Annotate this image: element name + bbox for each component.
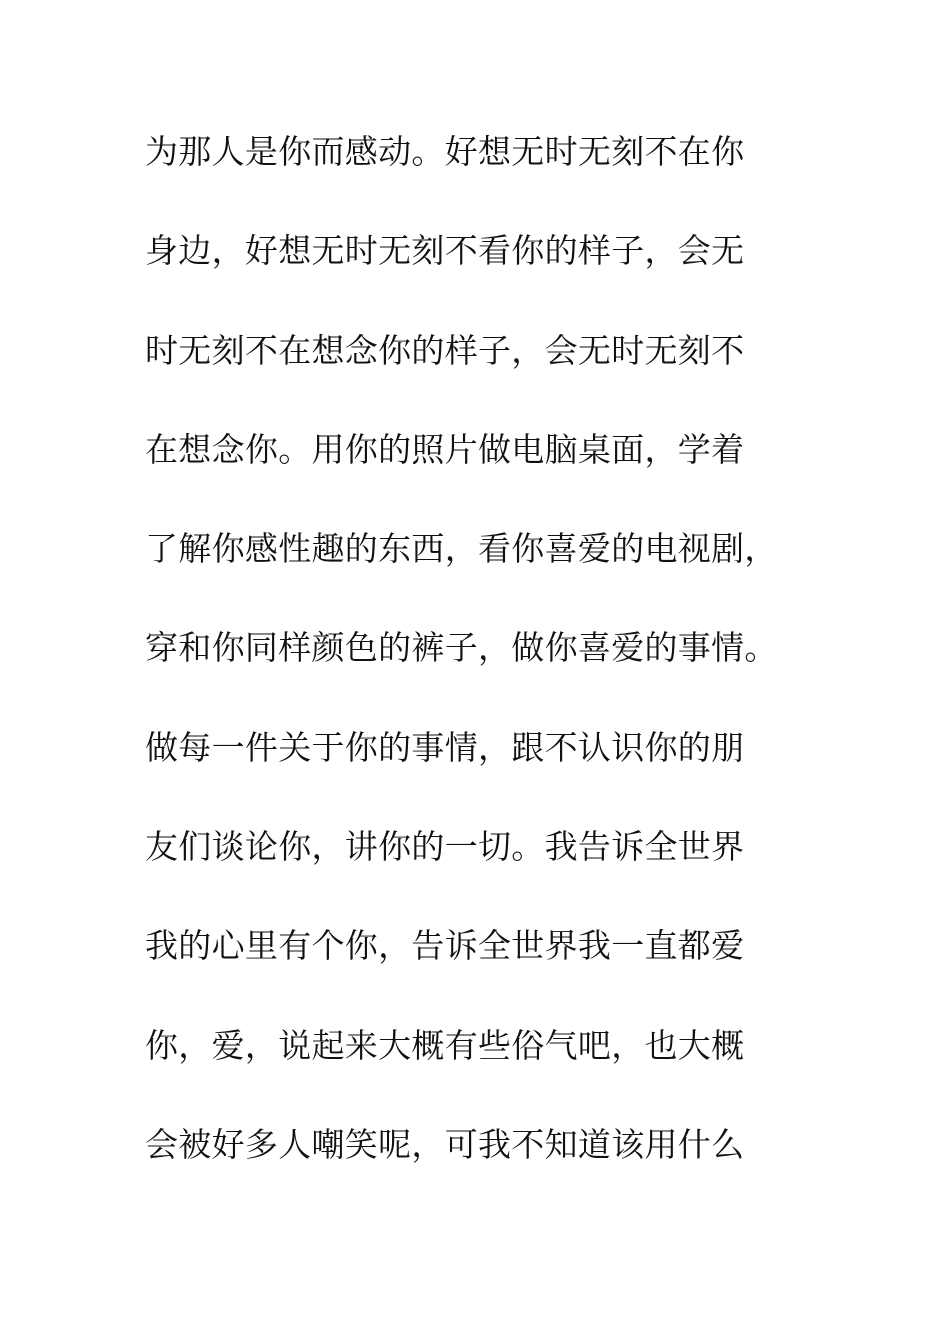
text-line: 身边，好想无时无刻不看你的样子，会无 xyxy=(145,231,745,271)
text-line: 时无刻不在想念你的样子，会无时无刻不 xyxy=(145,330,745,370)
text-line: 穿和你同样颜色的裤子，做你喜爱的事情。 xyxy=(145,628,778,668)
text-line: 你，爱，说起来大概有些俗气吧，也大概 xyxy=(145,1025,745,1065)
text-line: 为那人是你而感动。好想无时无刻不在你 xyxy=(145,132,745,171)
body-text xyxy=(145,126,825,1218)
text-line: 我的心里有个你，告诉全世界我一直都爱 xyxy=(145,926,745,966)
text-line: 做每一件关于你的事情，跟不认识你的朋 xyxy=(145,727,745,767)
text-line: 友们谈论你，讲你的一切。我告诉全世界 xyxy=(145,827,745,867)
text-line: 在想念你。用你的照片做电脑桌面，学着 xyxy=(145,429,745,469)
text-line: 会被好多人嘲笑呢，可我不知道该用什么 xyxy=(145,1124,745,1164)
text-line: 了解你感性趣的东西，看你喜爱的电视剧， xyxy=(145,529,778,569)
